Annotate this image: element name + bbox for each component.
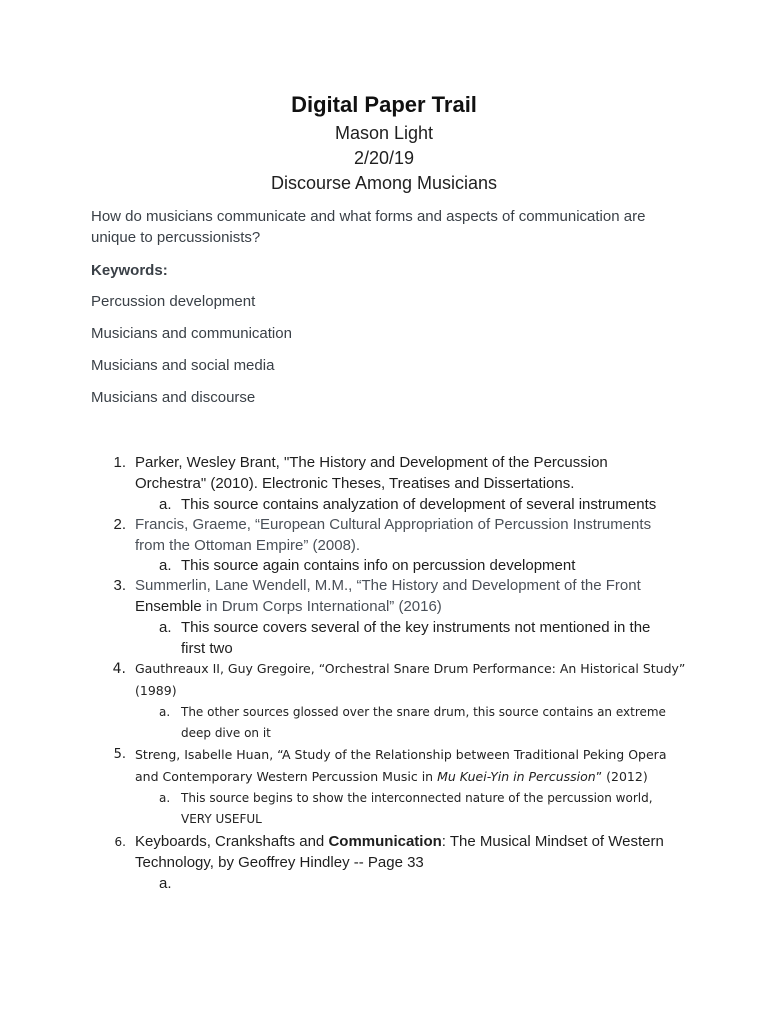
keyword-item: Percussion development	[91, 293, 256, 310]
source-citation-fragment: : The Musical Mindset of Western	[441, 833, 664, 850]
source-note-line: VERY USEFUL	[181, 812, 262, 826]
source-note-line: deep dive on it	[181, 726, 271, 740]
source-note-line: This source begins to show the interconnected nature of the percussion world,	[181, 791, 653, 805]
source-citation-line	[135, 766, 695, 788]
source-note-line: The other sources glossed over the snare drum, this source contains an extreme	[181, 705, 666, 719]
sub-list-letter: a.	[159, 557, 172, 574]
sub-list-letter: a.	[159, 496, 172, 513]
source-citation-fragment: Ensemble	[135, 598, 202, 615]
source-citation-line: (1989)	[135, 683, 177, 698]
source-citation-line	[135, 596, 695, 617]
sub-list-letter: a.	[159, 791, 171, 805]
keyword-item: Musicians and communication	[91, 325, 292, 342]
list-number: 1.	[113, 454, 126, 471]
research-question: How do musicians communicate and what forms and aspects of communication are unique to percussionists?	[91, 208, 646, 246]
source-citation-line: Francis, Graeme, “European Cultural Appropriation of Percussion Instruments	[135, 516, 652, 533]
source-citation-line: Parker, Wesley Brant, "The History and Development of the Percussion	[135, 454, 608, 471]
keyword-item: Musicians and social media	[91, 357, 275, 374]
source-note: This source contains analyzation of development of several instruments	[181, 496, 657, 513]
source-citation-line: Gauthreaux II, Guy Gregoire, “Orchestral Snare Drum Performance: An Historical Study”	[135, 661, 686, 676]
source-citation-fragment: ” (2012)	[595, 769, 648, 784]
list-number: 6.	[114, 835, 126, 849]
list-number: 4.	[112, 661, 126, 677]
document-date: 2/20/19	[353, 148, 415, 168]
source-citation-fragment: and Contemporary Western Percussion Music in	[135, 769, 438, 784]
source-citation-bold-word: Communication	[328, 833, 442, 850]
source-citation-italic-title: Mu Kuei-Yin in Percussion	[437, 769, 596, 784]
source-note: This source again contains info on percussion development	[181, 557, 576, 574]
source-citation-line	[135, 831, 695, 852]
source-citation-fragment: in Drum Corps International” (2016)	[201, 598, 442, 615]
list-number: 2.	[113, 516, 126, 533]
author-name: Mason Light	[334, 123, 434, 143]
source-note-line: first two	[181, 640, 233, 657]
sub-list-letter: a.	[159, 619, 172, 636]
source-citation-fragment: Keyboards, Crankshafts and	[135, 833, 329, 850]
source-citation-line: Orchestra" (2010). Electronic Theses, Treatises and Dissertations.	[135, 475, 575, 492]
list-number: 5.	[113, 747, 126, 762]
source-citation-line: Streng, Isabelle Huan, “A Study of the Relationship between Traditional Peking Opera	[135, 747, 667, 762]
source-citation-line: from the Ottoman Empire” (2008).	[135, 537, 361, 554]
document-title: Digital Paper Trail	[291, 92, 477, 117]
sub-list-letter: a.	[159, 875, 172, 892]
list-number: 3.	[113, 577, 126, 594]
source-note-line: This source covers several of the key instruments not mentioned in the	[181, 619, 651, 636]
source-citation-line: Summerlin, Lane Wendell, M.M., “The History and Development of the Front	[135, 577, 641, 594]
keyword-item: Musicians and discourse	[91, 389, 256, 406]
source-citation-line: Technology, by Geoffrey Hindley -- Page 33	[135, 854, 424, 871]
document-topic: Discourse Among Musicians	[270, 173, 498, 193]
keywords-heading: Keywords:	[91, 262, 168, 279]
sub-list-letter: a.	[159, 705, 171, 719]
